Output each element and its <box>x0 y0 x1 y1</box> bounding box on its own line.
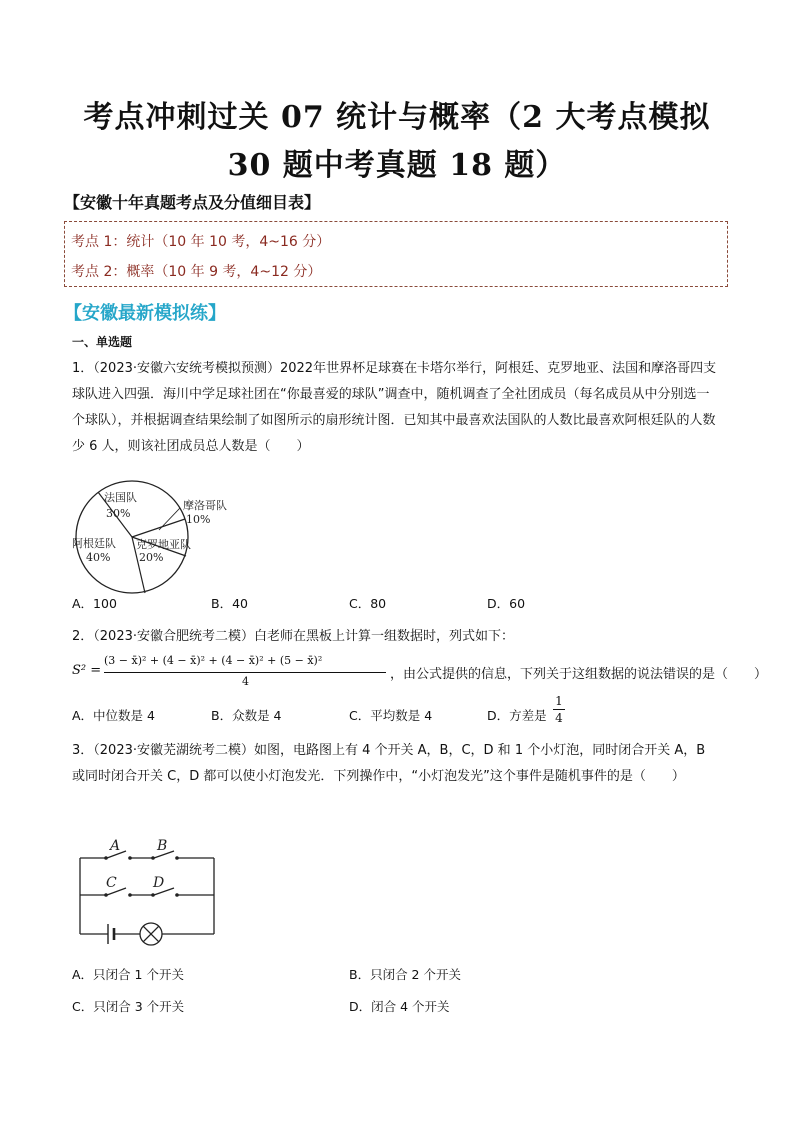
pie-label-croatia: 克罗地亚队 <box>136 538 191 551</box>
pie-pct-argentina: 40% <box>86 551 111 564</box>
question-category: 一、单选题 <box>72 335 133 349</box>
section-subheading: 【安徽十年真题考点及分值细目表】 <box>64 193 321 212</box>
pie-label-morocco: 摩洛哥队 <box>183 499 227 512</box>
q2-option-c: C．平均数是 4 <box>349 708 433 723</box>
pie-pct-croatia: 20% <box>139 551 164 564</box>
bulb-icon <box>140 923 162 945</box>
switch-label-d: D <box>153 875 165 891</box>
question-2-text: 2．（2023·安徽合肥统考二模）白老师在黑板上计算一组数据时，列式如下： <box>72 629 514 644</box>
switch-label-a: A <box>110 838 121 854</box>
q3-option-d: D．闭合 4 个开关 <box>349 999 450 1014</box>
fraction-numerator: 1 <box>555 694 563 708</box>
exam-point-1: 考点 1：统计（10 年 10 考，4~16 分） <box>71 234 331 250</box>
circuit-diagram <box>70 838 220 950</box>
q1-option-b: B．40 <box>211 596 248 611</box>
q3-option-a: A．只闭合 1 个开关 <box>72 967 184 982</box>
pie-label-argentina: 阿根廷队 <box>72 537 116 550</box>
q3-option-c: C．只闭合 3 个开关 <box>72 999 185 1014</box>
question-1-text: 1．（2023·安徽六安统考模拟预测）2022年世界杯足球赛在卡塔尔举行，阿根廷、克罗地亚、法国和摩洛哥四支球队进入四强．海川中学足球社团在“你最喜爱的球队”调查中，随机调查了全社团成员（每名成员从中分别选一个球队），并根据调查结果绘制了如图所示的扇形统计图．已知其中最喜欢法国队的人数比最喜欢阿根廷队的人数少 6 人，则该社团成员总人数是（ ） <box>72 361 717 454</box>
formula-lhs: S² = <box>72 663 102 678</box>
pie-pct-france: 30% <box>106 507 131 520</box>
q1-option-c: C．80 <box>349 596 387 611</box>
formula-fraction-bar <box>104 672 386 673</box>
pie-pct-morocco: 10% <box>186 513 211 526</box>
question-3-text: 3．（2023·安徽芜湖统考二模）如图，电路图上有 4 个开关 A，B，C，D 和 1 个小灯泡，同时闭合开关 A，B 或同时闭合开关 C，D 都可以使小灯泡发光．下列操作中，“小灯泡发光”这个事件是随机事件的是（ ） <box>72 743 706 784</box>
switch-label-b: B <box>157 838 168 854</box>
q2-option-a: A．中位数是 4 <box>72 708 155 723</box>
page-title-line2: 30 题中考真题 18 题） <box>227 148 567 183</box>
q3-option-b: B．只闭合 2 个开关 <box>349 967 461 982</box>
formula-numerator: (3 − x̄)² + (4 − x̄)² + (4 − x̄)² + (5 − x̄)² <box>104 654 323 667</box>
q2-option-d: D．方差是 <box>487 708 547 723</box>
mock-practice-heading: 【安徽最新模拟练】 <box>64 303 226 324</box>
formula-suffix: ，由公式提供的信息，下列关于这组数据的说法错误的是（ ） <box>390 667 768 682</box>
page-title-line1: 考点冲刺过关 07 统计与概率（2 大考点模拟 <box>83 100 711 135</box>
fraction-denominator: 4 <box>555 711 563 725</box>
switch-label-c: C <box>106 875 117 891</box>
fraction-bar <box>553 709 565 710</box>
exam-point-2: 考点 2：概率（10 年 9 考，4~12 分） <box>71 264 322 280</box>
pie-chart-figure <box>66 478 246 598</box>
variance-formula <box>72 654 768 694</box>
q2-option-b: B．众数是 4 <box>211 708 282 723</box>
exam-points-box <box>64 221 728 287</box>
q1-option-a: A．100 <box>72 596 117 611</box>
formula-denominator: 4 <box>242 675 249 688</box>
pie-label-france: 法国队 <box>104 491 137 504</box>
q2-option-d-fraction <box>553 694 565 725</box>
q1-option-d: D．60 <box>487 596 526 611</box>
